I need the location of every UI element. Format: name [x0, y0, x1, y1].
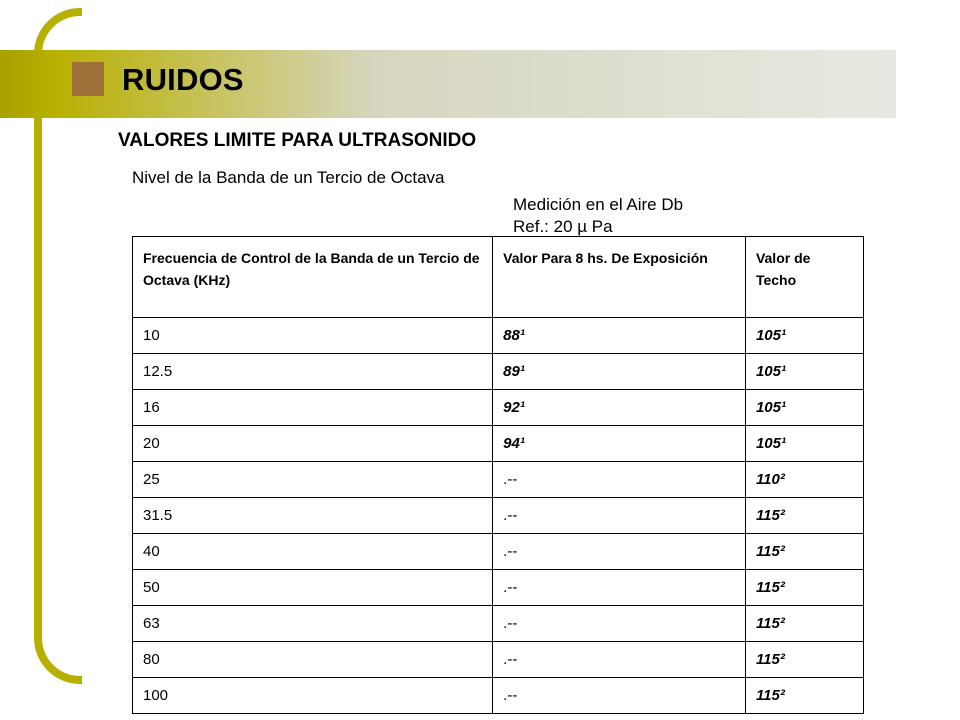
- ceiling-value-cell: 115²: [745, 642, 863, 678]
- table-row: [133, 678, 864, 714]
- title-square-bullet: [72, 62, 104, 96]
- exposure-value-cell: .--: [493, 678, 746, 714]
- table-row: [133, 462, 864, 498]
- ceiling-value-cell: 115²: [745, 534, 863, 570]
- exposure-value-cell: .--: [493, 462, 746, 498]
- frequency-cell: 16: [133, 390, 493, 426]
- section-subtitle: VALORES LIMITE PARA ULTRASONIDO: [118, 130, 477, 151]
- table-row: [133, 390, 864, 426]
- measurement-line: Medición en el Aire Db: [513, 195, 684, 214]
- ceiling-value-cell: 115²: [745, 498, 863, 534]
- table-row: [133, 426, 864, 462]
- frequency-cell: 20: [133, 426, 493, 462]
- frequency-cell: 31.5: [133, 498, 493, 534]
- header-frequency: Frecuencia de Control de la Banda de un Tercio de Octava (KHz): [133, 237, 493, 318]
- reference-line: Ref.: 20 µ Pa: [513, 217, 613, 236]
- frequency-cell: 12.5: [133, 354, 493, 390]
- header-ceiling-value: Valor de Techo: [745, 237, 863, 318]
- exposure-value-cell: 88¹: [493, 318, 746, 354]
- exposure-value-cell: 92¹: [493, 390, 746, 426]
- frequency-cell: 10: [133, 318, 493, 354]
- exposure-value-cell: .--: [493, 642, 746, 678]
- ceiling-value-cell: 105¹: [745, 426, 863, 462]
- table-row: [133, 354, 864, 390]
- exposure-value-cell: 94¹: [493, 426, 746, 462]
- exposure-value-cell: .--: [493, 606, 746, 642]
- table-row: [133, 642, 864, 678]
- frequency-cell: 100: [133, 678, 493, 714]
- table-row: [133, 570, 864, 606]
- exposure-value-cell: .--: [493, 498, 746, 534]
- table-row: [133, 498, 864, 534]
- ceiling-value-cell: 105¹: [745, 390, 863, 426]
- page-title: RUIDOS: [122, 62, 244, 97]
- table-row: [133, 606, 864, 642]
- exposure-value-cell: .--: [493, 534, 746, 570]
- ceiling-value-cell: 110²: [745, 462, 863, 498]
- header-8h-value: Valor Para 8 hs. De Exposición: [493, 237, 746, 318]
- table-header-row: [133, 237, 864, 318]
- ceiling-value-cell: 105¹: [745, 354, 863, 390]
- frequency-cell: 25: [133, 462, 493, 498]
- ceiling-value-cell: 115²: [745, 606, 863, 642]
- ultrasound-limits-table: [132, 236, 864, 714]
- table-row: [133, 318, 864, 354]
- ceiling-value-cell: 105¹: [745, 318, 863, 354]
- frequency-cell: 80: [133, 642, 493, 678]
- measurement-caption: [513, 194, 683, 238]
- frequency-cell: 40: [133, 534, 493, 570]
- band-level-caption: Nivel de la Banda de un Tercio de Octava: [132, 168, 445, 187]
- frequency-cell: 63: [133, 606, 493, 642]
- ceiling-value-cell: 115²: [745, 570, 863, 606]
- ceiling-value-cell: 115²: [745, 678, 863, 714]
- frequency-cell: 50: [133, 570, 493, 606]
- exposure-value-cell: 89¹: [493, 354, 746, 390]
- exposure-value-cell: .--: [493, 570, 746, 606]
- table-row: [133, 534, 864, 570]
